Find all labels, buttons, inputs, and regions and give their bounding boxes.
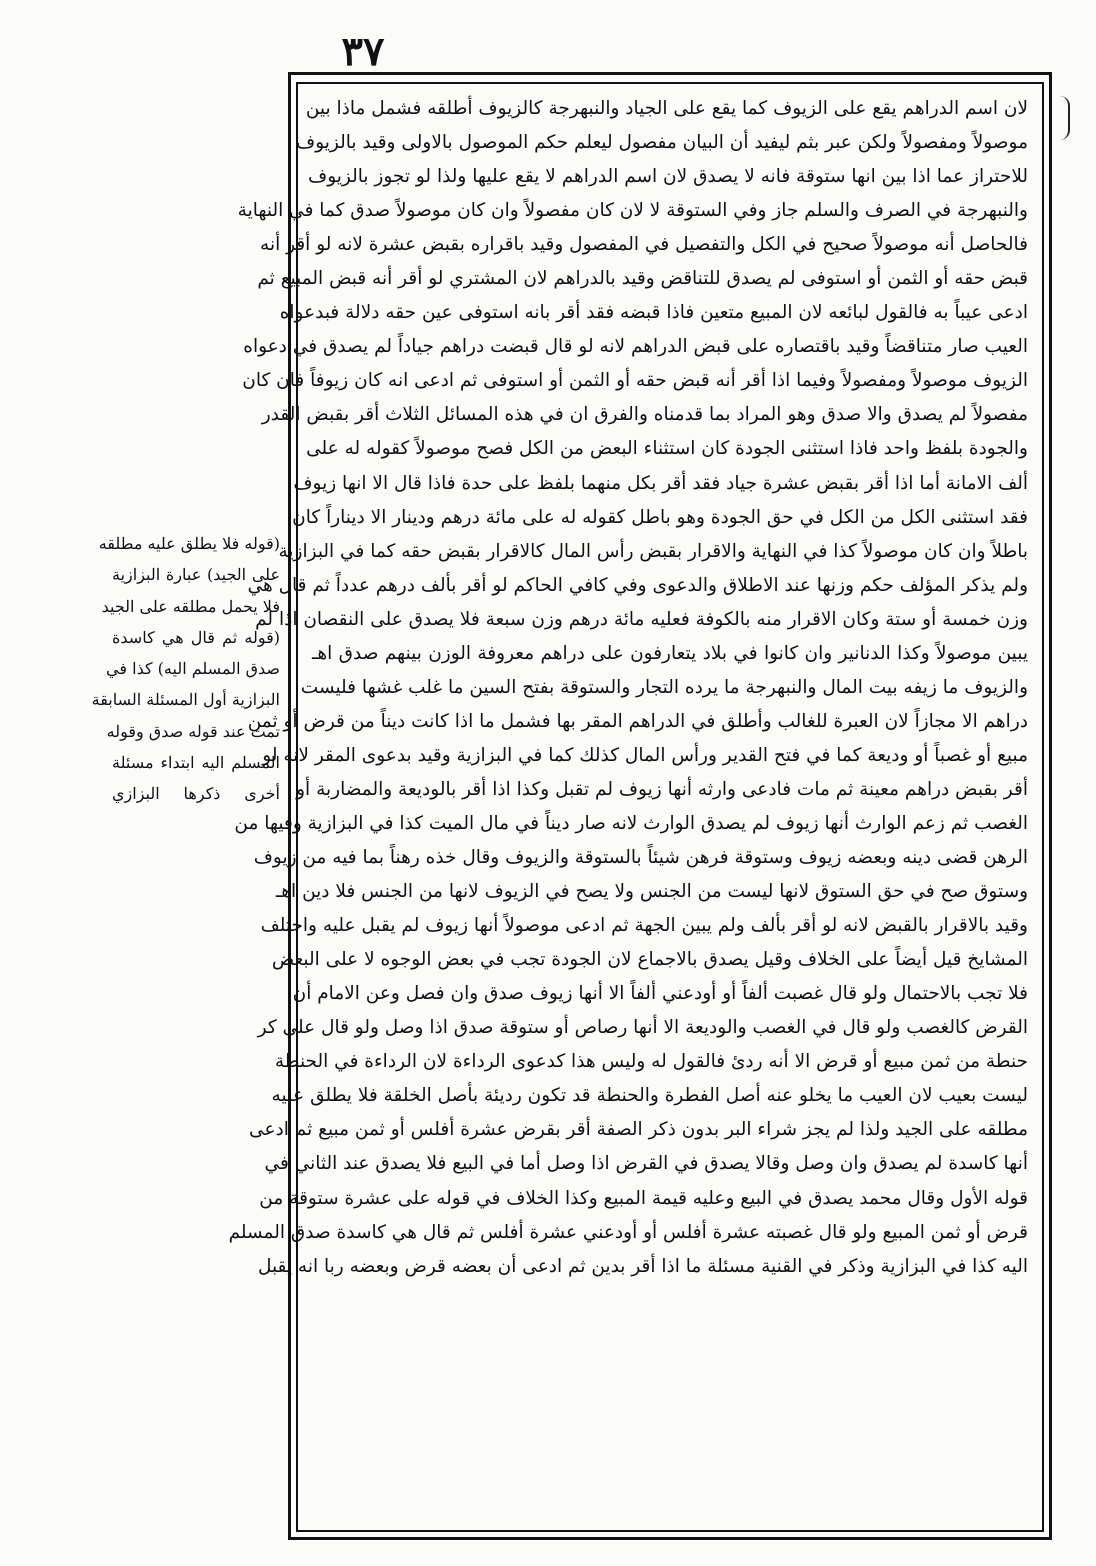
- text-line: أنها كاسدة لم يصدق وان وصل وقالا يصدق في القرض اذا وصل أما في البيع فلا يصدق عند الثاني في: [264, 1153, 1028, 1175]
- text-line: أقر بقبض دراهم معينة ثم مات فادعى وارثه أنها زيوف لم تقبل وكذا اذا أقر بالوديعة والمضاربة أو: [296, 778, 1028, 800]
- text-line: مفصولاً لم يصدق والا صدق وهو المراد بما قدمناه والفرق ان في هذه المسائل الثلاث أقر بقبض القدر: [261, 404, 1028, 426]
- text-line: مطلقه على الجيد ولذا لم يجز شراء البر بدون ذكر الصفة أقر بقرض عشرة أفلس أو ثمن مبيع ثم ادعى: [249, 1119, 1028, 1141]
- text-line: يبين موصولاً وكذا الدنانير وان كانوا في بلاد يتعارفون على دراهم معروفة الوزن بينهم صدق اهـ: [312, 642, 1028, 664]
- text-line: ادعى عيباً به فالقول لبائعه لان المبيع متعين فاذا قبضه فقد أقر بانه استوفى عين حقه دلالة فبدعواه: [279, 302, 1028, 324]
- text-line: قوله الأول وقال محمد يصدق في البيع وعليه قيمة المبيع وكذا الخلاف في قوله على عشرة ستوقة من: [259, 1187, 1028, 1209]
- text-line: دراهم الا مجازاً لان العبرة للغالب وأطلق في الدراهم المقر بها فشمل ما اذا كانت ديناً من قرض أو ثمن: [247, 710, 1028, 732]
- text-line: الزيوف موصولاً ومفصولاً وفيما اذا أقر أنه قبض حقه أو الثمن أو استوفى ثم ادعى انه كان زيوفاً فان كان: [242, 370, 1028, 392]
- margin-line: المسلم اليه ابتداء مسئلة: [112, 753, 280, 773]
- text-line: فلا تجب بالاحتمال ولو قال غصبت ألفاً أو أودعني ألفاً الا أنها زيوف صدق وان فصل وعن الامام أن: [292, 983, 1028, 1005]
- text-line: مبيع أو غصباً أو وديعة كما في فتح القدير ورأس المال كذلك كما في البزازية وقيد بدعوى المقر لانه لو: [262, 744, 1028, 766]
- text-line: ليست بعيب لان العيب ما يخلو عنه أصل الفطرة والحنطة قد تكون رديئة بأصل الخلقة فلا يطلق عليه: [271, 1085, 1028, 1107]
- text-line: والجودة بلفظ واحد فاذا استثنى الجودة كان استثناء البعض من الكل فصح موصولاً كقوله له على: [306, 438, 1028, 460]
- text-line: والنبهرجة في الصرف والسلم جاز وفي الستوقة لا لان كان مفصولاً وان كان موصولاً صدق كما في النهاية: [237, 200, 1028, 222]
- text-line: وستوق صح في حق الستوق لانها ليست من الجنس ولا يصح في الزيوف لانها من الجنس فلا دين اهـ: [275, 881, 1028, 903]
- text-line: العيب صار متناقضاً وقيد باقتصاره على قبض الدراهم لانه لو قال قبضت دراهم جياداً لم يصدق في دعواه: [243, 336, 1028, 358]
- text-line: ولم يذكر المؤلف حكم وزنها عند الاطلاق والدعوى وفي كافي الحاكم لو أقر بألف درهم عدداً ثم قال هي: [247, 574, 1028, 596]
- text-line: اليه كذا في البزازية وذكر في القنية مسئلة ما اذا أقر بدين ثم ادعى أن بعضه قرض وبعضه ربا انه يقبل: [257, 1255, 1028, 1277]
- margin-commentary: [91, 528, 280, 810]
- margin-line: (قوله ثم قال هي كاسدة: [112, 627, 280, 647]
- text-line: والزيوف ما زيفه بيت المال والنبهرجة ما يرده التجار والستوقة بفتح السين ما غلب غشها فليست: [300, 676, 1028, 698]
- text-line: ألف الامانة أما اذا أقر بقبض عشرة جياد فقد أقر بكل منهما بلفظ على حدة فاذا قال الا انها زيوف: [293, 472, 1028, 494]
- text-line: للاحتراز عما اذا بين انها ستوقة فانه لا يصدق لان اسم الدراهم لا يقع عليها ولذا لو تجوز بالزيوف: [308, 166, 1028, 188]
- text-line: فقد استثنى الكل من الكل في حق الجودة وهو باطل كقوله له على مائة درهم ودينار الا ديناراً كان: [292, 506, 1028, 528]
- margin-line: فلا يحمل مطلقه على الجيد: [101, 596, 280, 616]
- margin-line: البزازية أول المسئلة السابقة: [91, 690, 280, 710]
- text-line: فالحاصل أنه موصولاً صحيح في الكل والتفصيل في المفصول وقيد باقراره بقبض عشرة لانه لو أقر أنه: [260, 234, 1028, 256]
- margin-line: (قوله فلا يطلق عليه مطلقه: [98, 534, 280, 553]
- margin-bracket: [1060, 96, 1070, 140]
- text-line: حنطة من ثمن مبيع أو قرض الا أنه ردئ فالقول له وليس هذا كدعوى الرداءة لان الرداءة في الحنطة: [274, 1051, 1028, 1073]
- text-line: المشايخ قيل أيضاً على الخلاف وقيل يصدق بالاجماع لان الجودة تجب في بعض الوجوه لا على البعض: [271, 949, 1028, 971]
- text-line: وزن خمسة أو ستة وكان الاقرار منه بالكوفة فعليه مائة درهم وزن سبعة فلا يصدق على النقصان اذا لم: [255, 608, 1028, 630]
- text-line: القرض كالغصب ولو قال في الغصب والوديعة الا أنها رصاص أو ستوقة صدق اذا وصل ولو قال على كر: [257, 1017, 1028, 1039]
- text-line: قرض أو ثمن المبيع ولو قال غصبته عشرة أفلس أو أودعني عشرة أفلس ثم قال هي كاسدة صدق المسلم: [228, 1221, 1028, 1243]
- margin-line: على الجيد) عبارة البزازية: [112, 565, 280, 585]
- text-line: الرهن قضى دينه وبعضه زيوف وستوقة فرهن شيئاً بالستوقة والزيوف وقال خذه رهناً بما فيه من زيوف: [253, 847, 1028, 869]
- margin-line: تمت عند قوله صدق وقوله: [106, 721, 280, 741]
- text-line: وقيد بالاقرار بالقبض لانه لو أقر بألف ولم يبين الجهة ثم ادعى موصولاً أنها زيوف لم يقبل عليه واختلف: [260, 915, 1028, 937]
- page-number: ۳۷: [341, 28, 385, 75]
- margin-line: صدق المسلم اليه) كذا في: [106, 659, 280, 679]
- text-line: باطلاً وان كان موصولاً كذا في النهاية والاقرار بقبض رأس المال كالاقرار بقبض حقه كما في البزازية: [278, 540, 1028, 562]
- main-text-block: [228, 92, 1028, 1522]
- text-line: موصولاً ومفصولاً ولكن عبر بثم ليفيد أن البيان مفصول ليعلم حكم الموصول بالاولى وقيد بالزيوف: [296, 132, 1028, 154]
- text-line: قبض حقه أو الثمن أو استوفى لم يصدق للتناقض وقيد بالدراهم لان المشتري لو أقر أنه قبض المبيع ثم: [257, 268, 1028, 290]
- text-line: لان اسم الدراهم يقع على الزيوف كما يقع على الجياد والنبهرجة كالزيوف أطلقه فشمل ماذا بين: [305, 98, 1028, 119]
- margin-line: أخرى ذكرها البزازي: [112, 784, 280, 804]
- text-line: الغصب ثم زعم الوارث أنها زيوف لم يصدق الوارث لانه صار ديناً في مال الميت كذا في البزازية وفيها من: [234, 812, 1028, 834]
